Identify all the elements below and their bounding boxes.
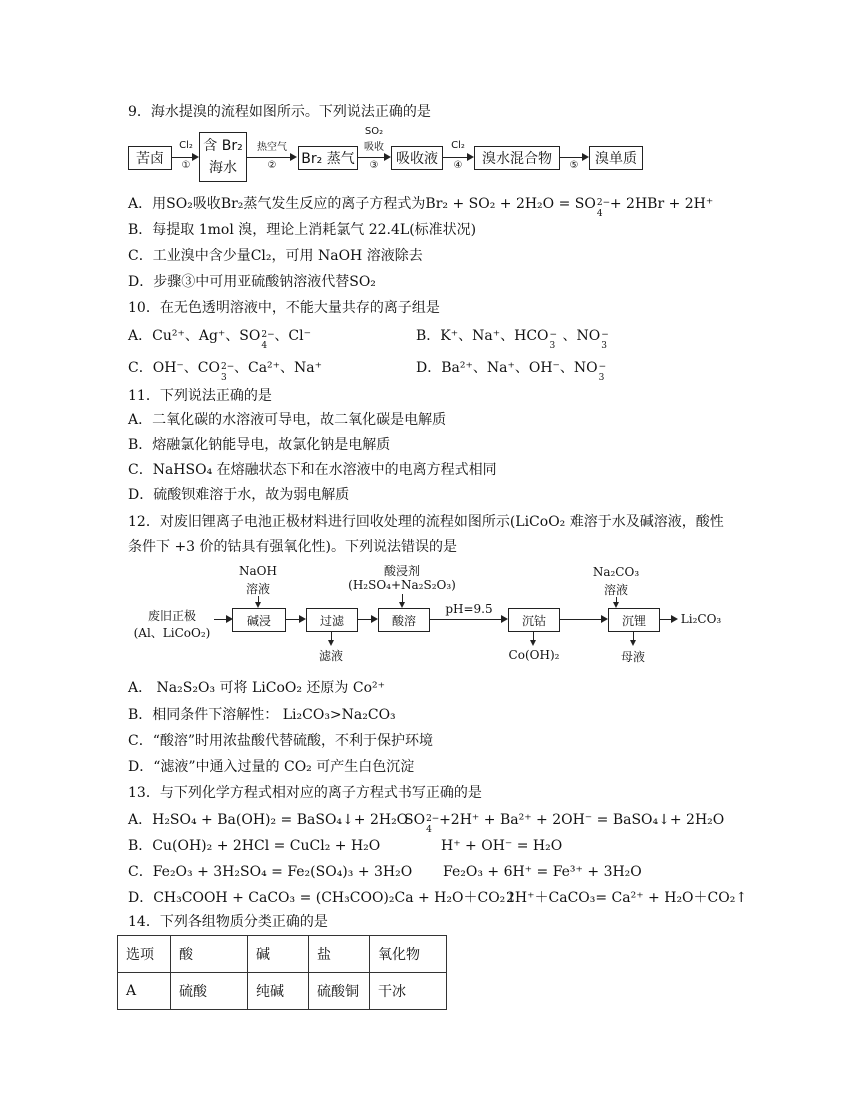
f2-box-alkali-leach: 碱浸 — [232, 608, 286, 632]
q13-a2-post: +2H⁺ + Ba²⁺ + 2OH⁻ = BaSO₄↓+ 2H₂O — [439, 812, 725, 828]
flow-box-bromine: 溴单质 — [589, 146, 643, 170]
f2-start-2: (Al、LiCoO₂) — [133, 626, 211, 640]
q11-option-a: A．二氧化碳的水溶液可导电，故二氧化碳是电解质 — [128, 412, 447, 428]
f2-naoh-2: 溶液 — [245, 582, 270, 596]
q11-stem: 11．下列说法正确的是 — [128, 388, 272, 404]
q9-c-pre: C．工业溴中含少量 — [128, 248, 251, 264]
q13-option-a-right — [404, 810, 725, 835]
label-step-5: ⑤ — [569, 160, 579, 171]
q13-option-d-left: D．CH₃COOH + CaCO₃ = (CH₃COO)₂Ca + H₂O＋CO₂↑ — [128, 890, 518, 906]
f2-na2co3-2: 溶液 — [603, 583, 628, 597]
q10-d-text: D．Ba²⁺、Na⁺、OH⁻、NO — [416, 360, 598, 376]
arrow-1 — [172, 157, 194, 158]
q9-option-c — [128, 246, 423, 266]
flow-box-bromine-mix: 溴水混合物 — [474, 146, 560, 170]
ion-hco3 — [549, 327, 563, 351]
label-hot-air: 热空气 — [257, 142, 287, 153]
q10-option-d — [416, 358, 612, 383]
q9-option-d — [128, 272, 376, 292]
q14-th-acid: 酸 — [171, 936, 248, 973]
f2-arrowhead-1 — [299, 615, 306, 623]
q9-a-br2: Br₂ — [220, 196, 244, 212]
q13-option-c-right: Fe₂O₃ + 6H⁺ = Fe³⁺ + 3H₂O — [443, 864, 642, 880]
q9-a-mid2: 蒸气发生反应的离子方程式为 — [243, 196, 426, 212]
q12-option-c: C．“酸溶”时用浓盐酸代替硫酸，不利于保护环境 — [128, 733, 434, 749]
table-row — [118, 973, 447, 1010]
f2-product: Li₂CO₃ — [680, 612, 722, 626]
q12-option-a: A． Na₂S₂O₃ 可将 LiCoO₂ 还原为 Co²⁺ — [128, 680, 386, 696]
f2-coh: Co(OH)₂ — [508, 648, 560, 662]
flow-box-seawater-line2: 海水 — [209, 160, 237, 176]
arrow-5 — [560, 157, 584, 158]
ion-so4-charge: 2− — [596, 198, 611, 208]
q14-th-option: 选项 — [118, 936, 171, 973]
q12-stem-line2: 条件下 +3 价的钴具有强氧化性)。下列说法错误的是 — [128, 539, 457, 555]
ion-co3-n: 3 — [220, 373, 227, 383]
q14-stem: 14．下列各组物质分类正确的是 — [128, 914, 328, 930]
f2-arrow-3 — [429, 619, 503, 620]
q14-cell-oxide: 干冰 — [370, 973, 447, 1010]
ion-no3-b — [600, 327, 614, 351]
ion-no3-b-n: 3 — [601, 341, 607, 351]
q14-th-oxide: 氧化物 — [370, 936, 447, 973]
q14-cell-salt: 硫酸铜 — [309, 973, 370, 1010]
q14-table — [117, 935, 447, 1010]
label-cl2-1: Cl₂ — [179, 140, 193, 151]
q13-option-a-left: A．H₂SO₄ + Ba(OH)₂ = BaSO₄↓+ 2H₂O — [128, 812, 409, 828]
q9-a-eq2: + 2HBr + 2H⁺ — [609, 196, 714, 212]
q9-c-mid: ，可用 NaOH 溶液除去 — [271, 248, 423, 264]
arrow-3 — [358, 157, 386, 158]
q11-option-d: D．硫酸钡难溶于水，故为弱电解质 — [128, 487, 350, 503]
q9-d-text: D．步骤③中可用亚硫酸钠溶液代替 — [128, 274, 350, 290]
f2-box-acid-dissolve: 酸溶 — [378, 608, 430, 632]
f2-filtrate: 滤液 — [318, 649, 343, 663]
ion-co3 — [220, 359, 235, 383]
ion-so4-n: 4 — [596, 209, 603, 219]
f2-naoh-1: NaOH — [239, 564, 277, 578]
f2-acid-2: (H₂SO₄+Na₂S₂O₃) — [348, 578, 456, 592]
f2-arrowhead-4 — [601, 615, 608, 623]
label-absorb: 吸收 — [364, 142, 384, 153]
q10-c-end: 、Ca²⁺、Na⁺ — [233, 360, 323, 376]
label-step-2: ② — [267, 160, 277, 171]
ion-so4-q13-n: 4 — [426, 825, 432, 835]
arrow-4 — [443, 157, 469, 158]
ion-so4-q13-charge: 2− — [426, 814, 440, 824]
ion-so4-q10-n: 4 — [261, 341, 268, 351]
ion-no3-d — [598, 359, 612, 383]
flow-box-seawater — [199, 132, 247, 182]
f2-co-head — [530, 640, 536, 646]
q14-cell-acid: 硫酸 — [171, 973, 248, 1010]
ion-so4 — [596, 195, 611, 219]
q14-table-header — [118, 936, 447, 973]
q9-option-a — [128, 194, 714, 219]
q10-option-b — [416, 326, 614, 351]
q13-option-b-right: H⁺ + OH⁻ = H₂O — [441, 838, 563, 854]
f2-box-filter: 过滤 — [306, 608, 358, 632]
q12-flow-diagram — [128, 562, 728, 672]
q14-th-base: 碱 — [248, 936, 309, 973]
q12-stem-line1: 12．对废旧锂离子电池正极材料进行回收处理的流程如图所示(LiCoO₂ 难溶于水及碱溶液，酸性 — [128, 514, 724, 530]
f2-li-head — [630, 640, 636, 646]
ion-no3-d-charge: − — [598, 362, 607, 372]
q9-flow-diagram — [128, 126, 668, 186]
ion-no3-b-charge: − — [601, 330, 609, 340]
ion-hco3-charge: − — [549, 330, 558, 340]
q13-stem: 13．与下列化学方程式相对应的离子方程式书写正确的是 — [128, 785, 482, 801]
f2-start-1: 废旧正极 — [147, 609, 196, 623]
q9-a-so2: SO₂ — [166, 196, 193, 212]
q10-b-text: B．K⁺、Na⁺、HCO — [416, 328, 549, 344]
flow-box-br2-vapor: Br₂ 蒸气 — [298, 146, 358, 170]
f2-arrow-4 — [559, 619, 603, 620]
q11-option-b: B．熔融氯化钠能导电，故氯化钠是电解质 — [128, 437, 391, 453]
f2-acid-1: 酸浸剂 — [383, 564, 420, 578]
q9-stem: 9．海水提溴的流程如图所示。下列说法正确的是 — [128, 104, 431, 120]
flow-box-absorb-liquid: 吸收液 — [391, 146, 443, 170]
ion-so4-q10 — [260, 327, 275, 351]
f2-acid-line — [402, 594, 403, 602]
q10-c-text: C．OH⁻、CO — [128, 360, 220, 376]
q12-option-d: D．“滤液”中通入过量的 CO₂ 可产生白色沉淀 — [128, 759, 415, 775]
f2-arrowhead-2 — [371, 615, 378, 623]
f2-filter-head — [328, 640, 334, 646]
ion-no3-d-n: 3 — [598, 373, 605, 383]
f2-ph: pH=9.5 — [445, 602, 493, 616]
f2-na2co3-1: Na₂CO₃ — [592, 565, 640, 579]
q9-a-mid1: 吸收 — [192, 196, 221, 212]
label-so2: SO₂ — [364, 126, 384, 137]
q10-stem: 10．在无色透明溶液中，不能大量共存的离子组是 — [128, 300, 440, 316]
f2-box-co-precip: 沉钴 — [508, 608, 560, 632]
ion-co3-charge: 2− — [220, 362, 235, 372]
q9-c-cl2: Cl₂ — [250, 248, 272, 264]
q13-option-c-left: C．Fe₂O₃ + 3H₂SO₄ = Fe₂(SO₄)₃ + 3H₂O — [128, 864, 413, 880]
arrow-2 — [246, 157, 292, 158]
q9-option-b: B．每提取 1mol 溴，理论上消耗氯气 22.4L(标准状况) — [128, 222, 477, 238]
f2-arrowhead-3 — [501, 615, 508, 623]
ion-so4-q13 — [425, 811, 440, 835]
q9-d-so2: SO₂ — [349, 274, 376, 290]
label-cl2-2: Cl₂ — [451, 140, 465, 151]
q11-option-c: C．NaHSO₄ 在熔融状态下和在水溶液中的电离方程式相同 — [128, 462, 497, 478]
f2-box-li-precip: 沉锂 — [608, 608, 660, 632]
q13-option-d-right: 2H⁺＋CaCO₃= Ca²⁺ + H₂O＋CO₂↑ — [506, 890, 748, 906]
flow-box-seawater-line1: 含 Br₂ — [203, 138, 243, 154]
q14-th-salt: 盐 — [309, 936, 370, 973]
flow-box-kulu: 苦卤 — [128, 146, 172, 170]
q14-cell-base: 纯碱 — [248, 973, 309, 1010]
q10-a-text: A．Cu²⁺、Ag⁺、SO — [128, 328, 261, 344]
q13-a2-pre: SO — [404, 812, 426, 828]
q10-b-end: 、NO — [562, 328, 601, 344]
q9-a-eq: Br₂ + SO₂ + 2H₂O = SO — [425, 196, 596, 212]
label-step-3: ③ — [369, 160, 379, 171]
label-step-4: ④ — [453, 160, 463, 171]
label-step-1: ① — [181, 160, 191, 171]
q10-a-end: 、Cl⁻ — [274, 328, 311, 344]
q10-option-c — [128, 358, 323, 383]
q9-a-pre: A．用 — [128, 196, 167, 212]
ion-hco3-n: 3 — [549, 341, 556, 351]
ion-so4-q10-charge: 2− — [261, 330, 275, 340]
q13-option-b-left: B．Cu(OH)₂ + 2HCl = CuCl₂ + H₂O — [128, 838, 381, 854]
q12-option-b: B．相同条件下溶解性： Li₂CO₃>Na₂CO₃ — [128, 707, 396, 723]
q10-option-a — [128, 326, 311, 351]
f2-mother: 母液 — [620, 650, 645, 664]
q14-cell-option: A — [118, 973, 171, 1010]
